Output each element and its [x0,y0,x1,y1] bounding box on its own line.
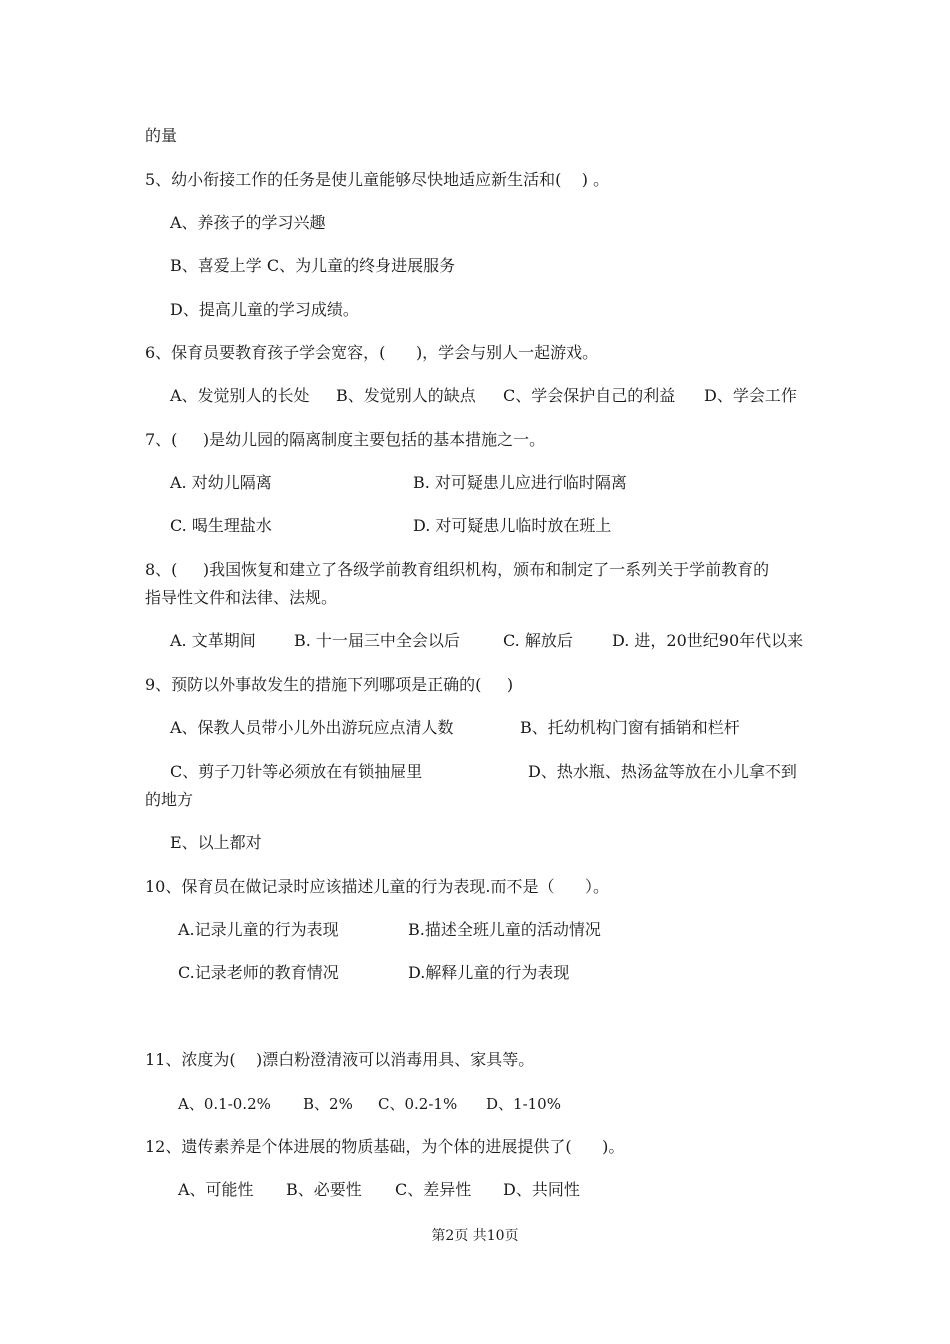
text-line: 的量 [145,126,178,145]
option-12c: C、差异性 [395,1180,472,1199]
option-8b: B. 十一届三中全会以后 [294,631,460,650]
option-12d: D、共同性 [503,1180,580,1199]
option-10c: C.记录老师的教育情况 [178,963,339,982]
option-11a: A、0.1-0.2% [178,1095,271,1113]
option-7c: C. 喝生理盐水 [170,516,272,535]
option-10b: B.描述全班儿童的活动情况 [408,920,601,939]
option-12a: A、可能性 [178,1180,254,1199]
option-7b: B. 对可疑患儿应进行临时隔离 [413,473,627,492]
option-11b: B、2% [303,1095,353,1113]
option-8c: C. 解放后 [503,631,573,650]
question-7: 7、( )是幼儿园的隔离制度主要包括的基本措施之一。 [145,430,546,449]
question-12: 12、遗传素养是个体进展的物质基础，为个体的进展提供了( )。 [145,1137,625,1156]
option-8d: D. 进，20世纪90年代以来 [612,631,804,650]
question-8: 8、( )我国恢复和建立了各级学前教育组织机构，颁布和制定了一系列关于学前教育的 [145,560,770,579]
option-5b: B、喜爱上学 C、为儿童的终身进展服务 [170,256,456,275]
question-6: 6、保育员要教育孩子学会宽容，( )，学会与别人一起游戏。 [145,343,599,362]
option-10d: D.解释儿童的行为表现 [408,963,570,982]
option-6a: A、发觉别人的长处 [170,386,310,405]
option-8a: A. 文革期间 [170,631,256,650]
option-9e: E、以上都对 [170,833,262,852]
question-11: 11、浓度为( )漂白粉澄清液可以消毒用具、家具等。 [145,1050,535,1069]
option-9d-continued: 的地方 [145,790,194,809]
option-11d: D、1-10% [486,1095,561,1113]
page-footer: 第2页 共10页 [431,1228,519,1244]
option-9b: B、托幼机构门窗有插销和栏杆 [520,718,740,737]
option-9d: D、热水瓶、热汤盆等放在小儿拿不到 [528,762,797,781]
option-5d: D、提高儿童的学习成绩。 [170,300,359,319]
option-9a: A、保教人员带小儿外出游玩应点清人数 [170,718,454,737]
option-7a: A. 对幼儿隔离 [170,473,272,492]
option-10a: A.记录儿童的行为表现 [178,920,339,939]
question-8-continued: 指导性文件和法律、法规。 [145,588,338,607]
option-5a: A、养孩子的学习兴趣 [170,213,326,232]
option-7d: D. 对可疑患儿临时放在班上 [413,516,612,535]
question-10: 10、保育员在做记录时应该描述儿童的行为表现.而不是（ ）。 [145,877,609,896]
option-11c: C、0.2-1% [378,1095,458,1113]
option-6c: C、学会保护自己的利益 [503,386,676,405]
question-5: 5、幼小衔接工作的任务是使儿童能够尽快地适应新生活和( ) 。 [145,170,610,189]
option-9c: C、剪子刀针等必须放在有锁抽屉里 [170,762,423,781]
option-6d: D、学会工作 [704,386,797,405]
option-6b: B、发觉别人的缺点 [336,386,476,405]
question-9: 9、预防以外事故发生的措施下列哪项是正确的( ) [145,675,514,694]
option-12b: B、必要性 [286,1180,362,1199]
